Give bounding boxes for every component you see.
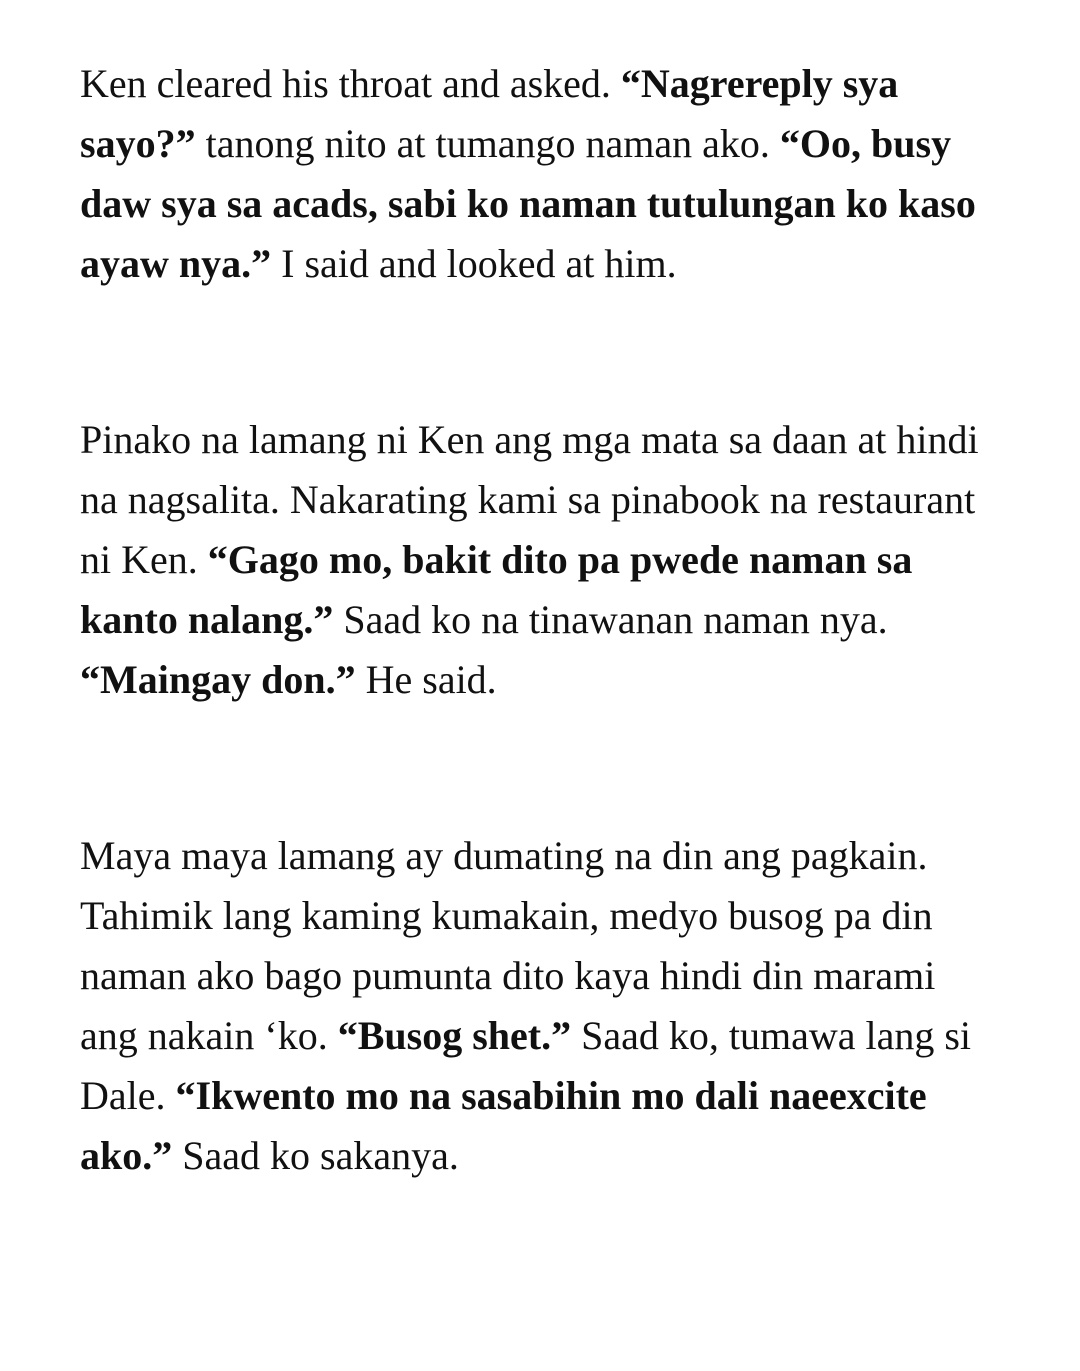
narration-text: Maya maya lamang ay dumating na din ang pagkain. Tahimik lang kaming kumakain, medyo busog pa din naman ako bago pumunta dito kaya hindi din marami ang nakain ‘ko. xyxy=(80,833,936,1058)
narration-text: tanong nito at tumango naman ako. xyxy=(195,121,780,166)
document-page xyxy=(80,54,1000,1186)
paragraph-2 xyxy=(80,410,1000,710)
paragraph-1 xyxy=(80,54,1000,294)
dialogue-text: “Busog shet.” xyxy=(337,1013,572,1058)
dialogue-text: “Gago mo, bakit dito pa pwede naman sa kanto nalang.” xyxy=(80,537,913,642)
paragraph-spacer xyxy=(80,710,1000,826)
narration-text: Saad ko sakanya. xyxy=(172,1133,459,1178)
narration-text: Ken cleared his throat and asked. xyxy=(80,61,621,106)
dialogue-text: “Nagrereply sya sayo?” xyxy=(80,61,899,166)
dialogue-text: “Ikwento mo na sasabihin mo dali naeexcite ako.” xyxy=(80,1073,927,1178)
narration-text: I said and looked at him. xyxy=(271,241,677,286)
dialogue-text: “Oo, busy daw sya sa acads, sabi ko naman tutulungan ko kaso ayaw nya.” xyxy=(80,121,976,286)
dialogue-text: “Maingay don.” xyxy=(80,657,356,702)
narration-text: He said. xyxy=(355,657,497,702)
narration-text: Saad ko, tumawa lang si Dale. xyxy=(80,1013,972,1118)
paragraph-spacer xyxy=(80,294,1000,410)
narration-text: Saad ko na tinawanan naman nya. xyxy=(333,597,888,642)
narration-text: Pinako na lamang ni Ken ang mga mata sa daan at hindi na nagsalita. Nakarating kami sa pinabook na restaurant ni Ken. xyxy=(80,417,979,582)
paragraph-3 xyxy=(80,826,1000,1186)
